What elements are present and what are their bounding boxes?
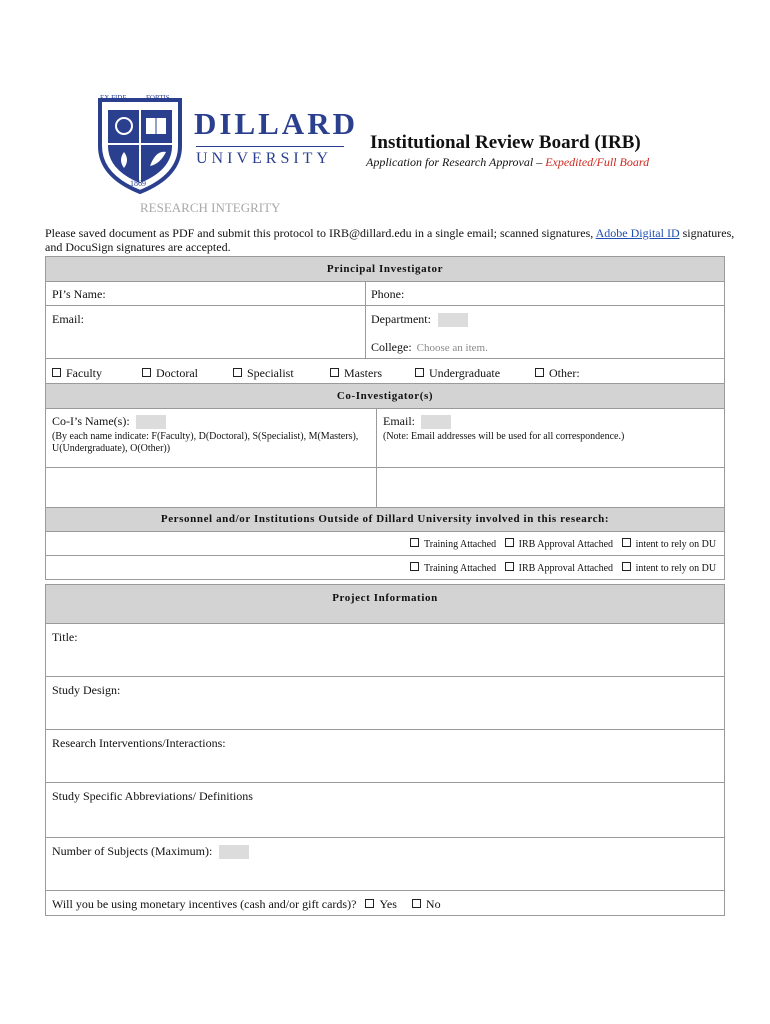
research-integrity-tagline: RESEARCH INTEGRITY — [140, 200, 281, 215]
university-logo — [94, 94, 358, 194]
study-design-label: Study Design: — [52, 683, 121, 697]
coi-names-note: (By each name indicate: F(Faculty), D(Doctoral), S(Specialist), M(Masters), U(Undergraduate), O(Other)) — [52, 431, 359, 454]
coi-email-extra-field[interactable] — [376, 467, 725, 508]
project-title-label: Title: — [52, 630, 78, 644]
crest-year: 1869 — [130, 179, 146, 188]
coi-email-field[interactable] — [376, 408, 725, 468]
outside-row-1[interactable] — [45, 531, 725, 556]
coi-email-input[interactable] — [421, 415, 451, 429]
coi-names-label: Co-I’s Name(s): — [52, 414, 166, 429]
logo-name-line1: DILLARD — [194, 106, 358, 141]
coi-names-extra-field[interactable] — [45, 467, 377, 508]
training-attached-checkbox-1[interactable]: Training Attached — [410, 539, 496, 550]
intent-rely-checkbox-2[interactable]: intent to rely on DU — [622, 563, 717, 574]
crest-motto-left: EX FIDE — [100, 94, 127, 102]
coi-names-input[interactable] — [136, 415, 166, 429]
coi-email-note: (Note: Email addresses will be used for all correspondence.) — [383, 431, 625, 442]
pi-section-header: Principal Investigator — [45, 256, 725, 282]
coi-names-field[interactable] — [45, 408, 377, 468]
subtitle-board-type: Expedited/Full Board — [545, 155, 650, 169]
role-specialist-checkbox[interactable]: Specialist — [233, 366, 294, 381]
outside-section-header: Personnel and/or Institutions Outside of Dillard University involved in this research: — [45, 507, 725, 532]
outside-row-2[interactable] — [45, 555, 725, 580]
incentives-label: Will you be using monetary incentives (cash and/or gift cards)? — [52, 897, 357, 911]
subjects-input[interactable] — [219, 845, 249, 859]
pi-name-label: PI’s Name: — [52, 287, 106, 301]
incentives-yes-checkbox[interactable]: Yes — [365, 897, 396, 911]
department-input[interactable] — [438, 313, 468, 327]
intent-rely-checkbox-1[interactable]: intent to rely on DU — [622, 539, 717, 550]
training-attached-checkbox-2[interactable]: Training Attached — [410, 563, 496, 574]
pi-name-field[interactable] — [45, 281, 366, 306]
form-subtitle: Application for Research Approval – Expedited/Full Board — [366, 155, 650, 169]
study-design-field[interactable] — [45, 676, 725, 730]
role-masters-checkbox[interactable]: Masters — [330, 366, 382, 381]
role-doctoral-checkbox[interactable]: Doctoral — [142, 366, 198, 381]
pi-role-row — [45, 358, 725, 384]
subjects-label: Number of Subjects (Maximum): — [52, 844, 249, 859]
project-section-header: Project Information — [45, 584, 725, 624]
interventions-field[interactable] — [45, 729, 725, 783]
interventions-label: Research Interventions/Interactions: — [52, 736, 226, 750]
coi-section-header: Co-Investigator(s) — [45, 383, 725, 409]
role-faculty-checkbox[interactable]: Faculty — [52, 366, 102, 381]
abbreviations-label: Study Specific Abbreviations/ Definitions — [52, 789, 253, 803]
subjects-row — [45, 837, 725, 891]
pi-department-label: Department: — [371, 312, 468, 327]
logo-name-line2: UNIVERSITY — [196, 150, 332, 167]
irb-approval-checkbox-2[interactable]: IRB Approval Attached — [505, 563, 613, 574]
incentives-row — [45, 890, 725, 916]
form-title: Institutional Review Board (IRB) — [370, 132, 641, 153]
pi-email-field[interactable] — [45, 305, 366, 359]
abbreviations-field[interactable] — [45, 782, 725, 838]
pi-phone-field[interactable] — [365, 281, 725, 306]
role-undergraduate-checkbox[interactable]: Undergraduate — [415, 366, 500, 381]
irb-approval-checkbox-1[interactable]: IRB Approval Attached — [505, 539, 613, 550]
project-title-field[interactable] — [45, 623, 725, 677]
pi-college-label: College: Choose an item. — [371, 340, 488, 354]
role-other-checkbox[interactable]: Other: — [535, 366, 580, 381]
incentives-no-checkbox[interactable]: No — [412, 897, 441, 911]
pi-email-label: Email: — [52, 312, 84, 326]
college-select[interactable]: Choose an item. — [416, 342, 488, 354]
coi-email-label: Email: — [383, 414, 451, 429]
intro-paragraph: Please saved document as PDF and submit this protocol to IRB@dillard.edu in a single email; scanned signatures, Adobe Digital ID signatures, and DocuSign signatures are accepted. — [45, 226, 735, 254]
crest-motto-right: FORTIS — [146, 94, 170, 102]
adobe-digital-id-link[interactable]: Adobe Digital ID — [595, 226, 680, 240]
pi-dept-college-cell — [365, 305, 725, 359]
pi-phone-label: Phone: — [371, 287, 405, 301]
